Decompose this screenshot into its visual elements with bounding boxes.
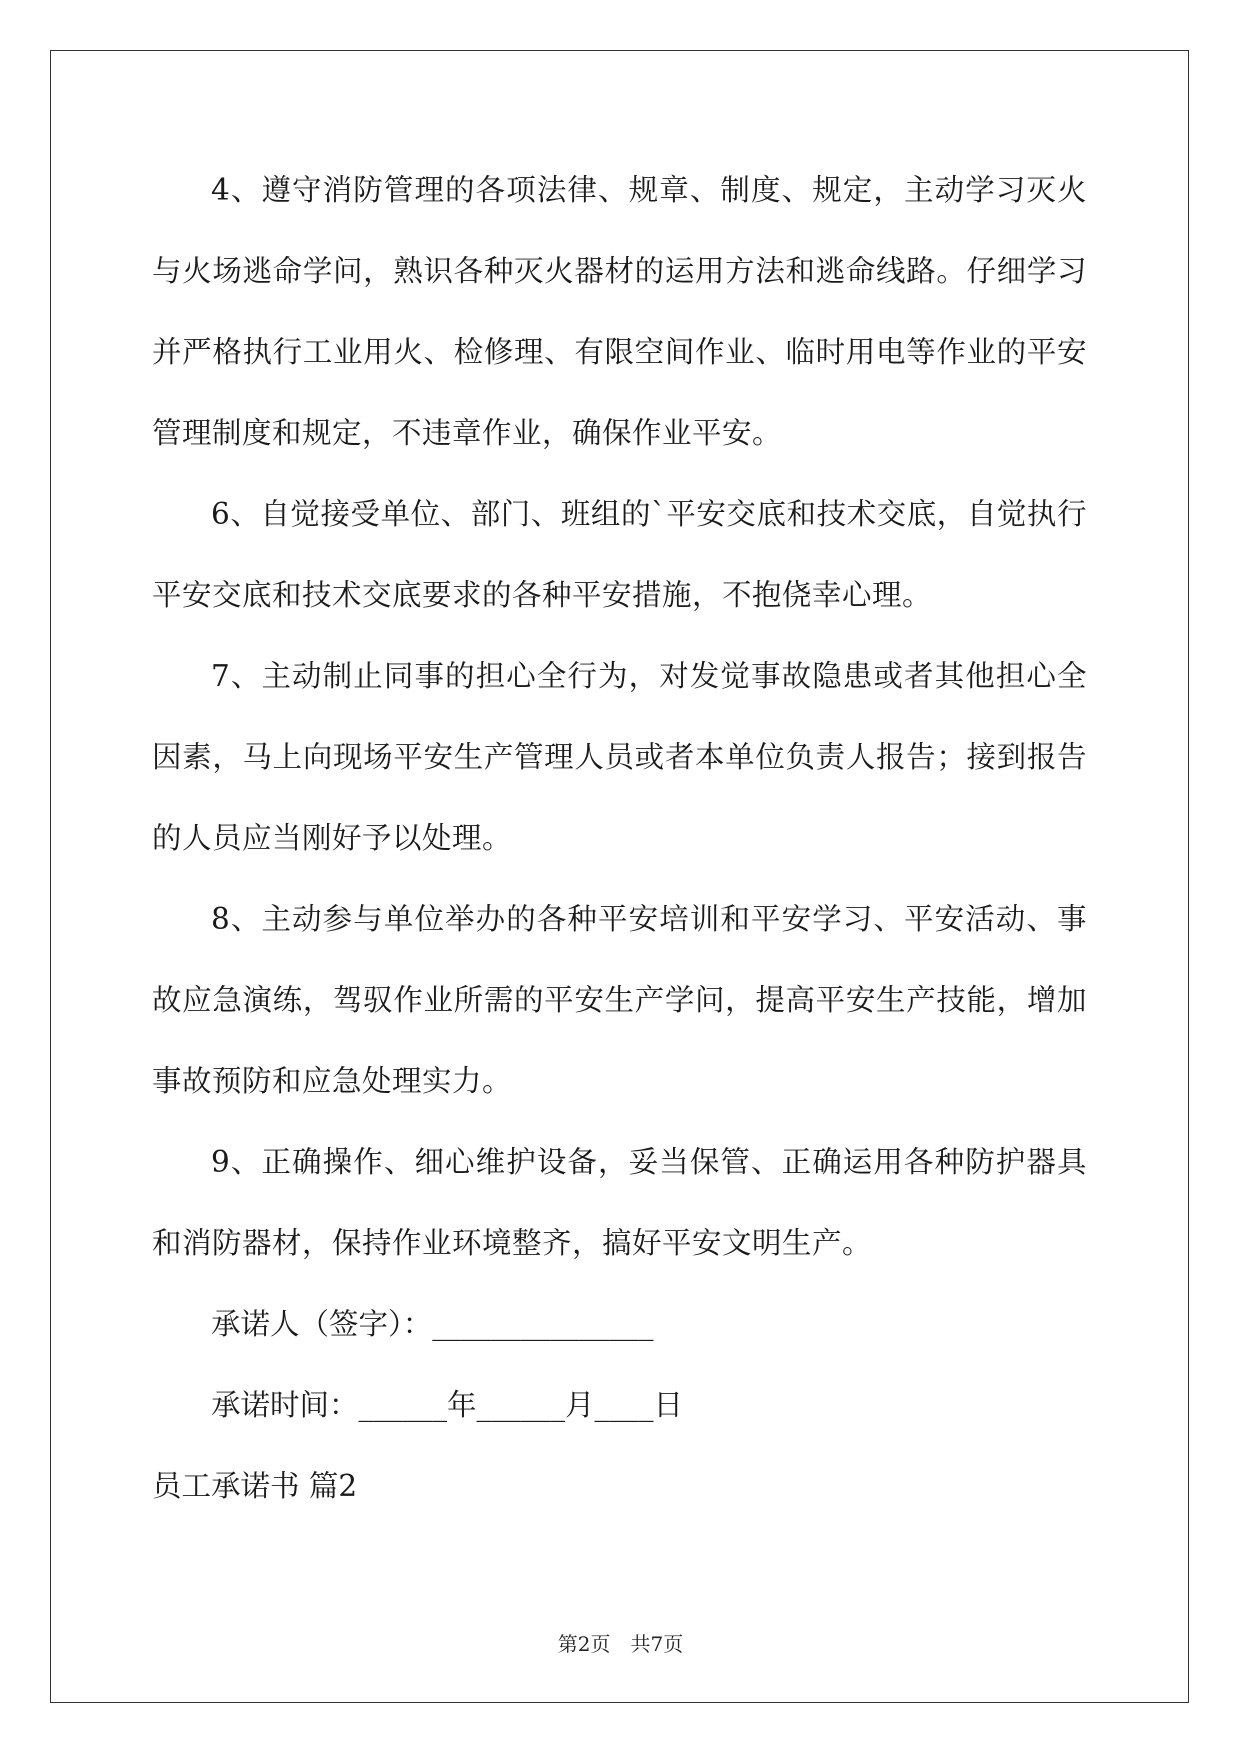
signature-line: 承诺人（签字）：_______________ bbox=[211, 1307, 654, 1341]
paragraph-4: 4、遵守消防管理的各项法律、规章、制度、规定，主动学习灭火与火场逃命学问，熟识各种灭火器材的运用方法和逃命线路。仔细学习并严格执行工业用火、检修理、有限空间作业、临时用电等作业的平安管理制度和规定，不违章作业，确保作业平安。 bbox=[152, 173, 1087, 450]
section-heading: 员工承诺书 篇2 bbox=[152, 1469, 358, 1503]
paragraph-9: 9、正确操作、细心维护设备，妥当保管、正确运用各种防护器具和消防器材，保持作业环境整齐，搞好平安文明生产。 bbox=[152, 1145, 1087, 1260]
paragraph-6: 6、自觉接受单位、部门、班组的`平安交底和技术交底，自觉执行平安交底和技术交底要求的各种平安措施，不抱侥幸心理。 bbox=[152, 497, 1087, 612]
date-line: 承诺时间：______年______月____日 bbox=[211, 1388, 684, 1422]
document-body bbox=[152, 150, 1087, 1527]
page-footer: 第2页 共7页 bbox=[557, 1632, 684, 1656]
paragraph-8: 8、主动参与单位举办的各种平安培训和平安学习、平安活动、事故应急演练，驾驭作业所需的平安生产学问，提高平安生产技能，增加事故预防和应急处理实力。 bbox=[152, 902, 1087, 1098]
paragraph-7: 7、主动制止同事的担心全行为，对发觉事故隐患或者其他担心全因素，马上向现场平安生产管理人员或者本单位负责人报告；接到报告的人员应当刚好予以处理。 bbox=[152, 659, 1087, 855]
